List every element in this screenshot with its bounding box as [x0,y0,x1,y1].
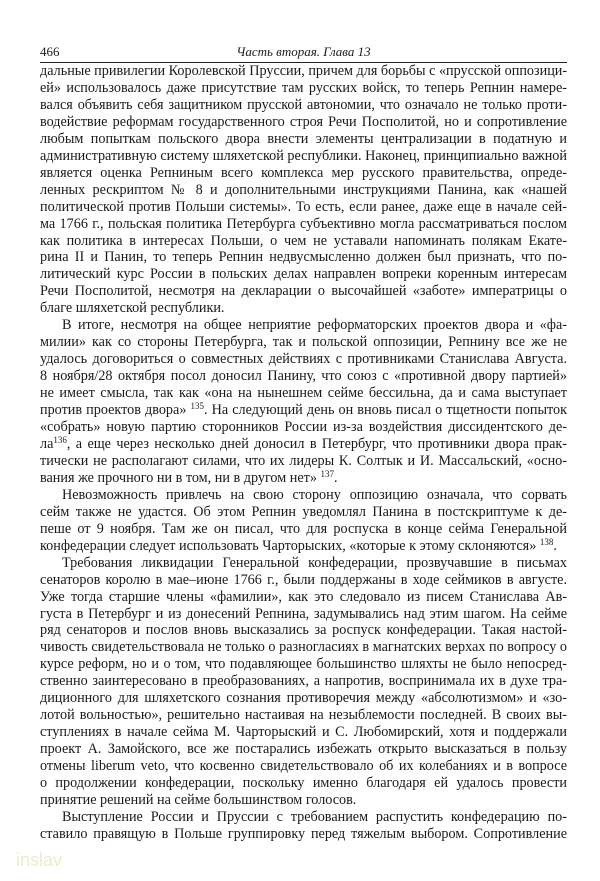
text-line [40,334,567,351]
text-segment: курсе реформ, но и о том, что подавляющее большинство шляхты не было непосред- [40,656,567,673]
text-segment: Требования ликвидации Генеральной конфедерации, прозвучавшие в письмах [62,554,567,571]
text-segment: . На следующий день он вновь писал о тщетности попыток [204,402,567,419]
text-line [40,639,567,656]
text-line [40,707,567,724]
text-line [40,114,567,131]
text-segment: . [553,537,557,554]
text-segment: Невозможность привлечь на свою сторону оппозицию означала, что сорвать [62,486,567,503]
text-line [40,572,567,589]
text-line [40,555,567,572]
text-segment: «собрать» новую партию сторонников России из-за воздействия диссидентского де- [40,419,567,436]
text-segment: ряд сенаторов и послов вновь высказались за роспуск конфедерации. Такая настой- [40,622,567,639]
text-segment: сенаторов королю в мае–июне 1766 г., были поддержаны в ходе сеймиков в августе. [40,571,567,588]
running-header [40,44,567,62]
text-line [40,758,567,775]
text-line [40,63,567,80]
text-line [40,673,567,690]
watermark: inslav [16,850,63,870]
running-title: Часть вторая. Глава 13 [236,44,371,59]
text-line [40,538,567,555]
text-line [40,148,567,165]
text-line [40,199,567,216]
text-segment: чивость свидетельствовала не только о разногласиях в магнатских верхах по вопросу о [40,639,567,656]
text-segment: , а еще через несколько дней доносил в Петербург, что противники двора прак- [66,435,567,452]
text-segment: принятие решений на сейме большинством голосов. [40,791,357,808]
text-line [40,656,567,673]
text-segment: против проектов двора» [40,402,191,419]
text-line [40,504,567,521]
text-segment: ей» использовалось даже присутствие там русских войск, то теперь Репнин намере- [40,79,567,96]
text-line [40,216,567,233]
text-line [40,317,567,334]
text-segment: ступлениях в начале сейма М. Чарторыский и С. Любомирский, хотя и поддержали [40,724,567,741]
text-segment: ла [40,435,54,452]
text-line [40,385,567,402]
text-segment: как политика в интересах Польши, о чем не уставали напоминать полякам Екате- [40,232,567,249]
text-segment: густа в Петербург и из донесений Репнина, задумывались над этим шагом. На сейме [40,605,567,622]
text-segment: не имеет смысла, так как «она на нынешнем сейме бессильна, да и сама выступает [40,385,567,402]
text-segment: ставило правящую в Польше группировку перед тяжелым выбором. Сопротивление [40,825,567,842]
text-line [40,741,567,758]
text-line [40,775,567,792]
text-segment: Уже тогда старшие члены «фамилии», как это следовало из писем Станислава Ав- [40,588,567,605]
text-line [40,233,567,250]
text-segment: милии» как со стороны Петербурга, так и польской оппозиции, Репнину все же не [40,334,567,351]
text-line [40,521,567,538]
text-segment: Выступление России и Пруссии с требованием распустить конфедерацию по- [62,808,567,825]
text-segment: ленных рескриптом № 8 и дополнительными инструкциями Панина, как «нашей [40,181,567,198]
text-segment: вался объявить себя защитником прусской автономии, что означало не только проти- [40,96,567,113]
text-line [40,97,567,114]
text-segment: удалось договориться о совместных действиях с противниками Станислава Августа. [40,351,567,368]
text-segment: водействие реформам государственного строя Речи Посполитой, но и сопротивление [40,113,567,130]
text-line [40,690,567,707]
text-line [40,182,567,199]
text-segment: литический курс России в польских делах направлен вопреки коренным интересам [40,266,567,283]
text-line [40,80,567,97]
text-line [40,470,567,487]
text-segment: вания же прочного ни в том, ни в другом нет» [40,469,321,486]
text-line [40,792,567,809]
text-line [40,165,567,182]
text-line [40,826,567,843]
footnote-ref: 135 [190,401,204,412]
text-line [40,402,567,419]
text-line [40,283,567,300]
text-line [40,266,567,283]
text-line [40,453,567,470]
text-line [40,606,567,623]
text-segment: любым попыткам польского двора внести элементы централизации в податную и [40,130,567,147]
body-text [40,63,567,843]
footnote-ref: 136 [53,434,67,445]
text-segment: Речи Посполитой, несмотря на декларации о высочайшей «заботе» императрицы о [40,283,567,300]
text-segment: о продолжении конфедерации, поскольку именно благодаря ей удалось провести [40,775,567,792]
text-segment: ма 1766 г., польская политика Петербурга субъективно могла рассматриваться послом [40,215,567,232]
text-line [40,622,567,639]
text-segment: рина II и Панин, то теперь Репнин недвусмысленно должен был признать, что по- [40,249,567,266]
text-segment: сейм также не удастся. Об этом Репнин уведомлял Панина в постскриптуме к де- [40,503,567,520]
text-line [40,809,567,826]
text-line [40,300,567,317]
text-segment: пеше от 9 ноября. Там же он писал, что для роспуска в конце сейма Генеральной [40,520,567,537]
text-segment: . [334,469,338,486]
text-segment: В итоге, несмотря на общее неприятие реформаторских проектов двора и «фа- [62,317,567,334]
footnote-ref: 137 [320,468,334,479]
text-segment: административную систему шляхетской республики. Наконец, принципиально важной [40,147,567,164]
text-line [40,589,567,606]
text-segment: ственно заинтересовано в преобразованиях, а напротив, воспринимала их в духе тра- [40,673,567,690]
text-segment: диционного для шляхетского сознания противоречия между «абсолютизмом» и «зо- [40,690,567,707]
text-segment: проект А. Замойского, все же постарались избежать открыто высказаться в пользу [40,741,567,758]
page-number: 466 [40,44,60,59]
text-line [40,249,567,266]
text-line [40,419,567,436]
text-line [40,487,567,504]
text-line [40,436,567,453]
text-segment: дальные привилегии Королевской Пруссии, причем для борьбы с «прусской оппозици- [40,63,568,79]
text-segment: конфедерации следует использовать Чарторыских, «которые к этому склоняются» [40,537,540,554]
text-line [40,724,567,741]
text-segment: политической против Польши системы». То есть, если ранее, даже еще в начале сей- [40,198,567,215]
text-line [40,351,567,368]
text-line [40,131,567,148]
text-segment: является оценка Репниным всего комплекса мер русского правительства, опреде- [40,164,567,181]
text-segment: благе шляхетской республики. [40,300,225,317]
text-segment: 8 ноября/28 октября посол доносил Панину, что союз с «противной двору партией» [40,368,567,385]
text-segment: тически не располагают силами, что их лидеры К. Солтык и И. Массальский, «осно- [40,452,567,469]
text-segment: лотой вольностью», решительно настаивая на незыблемости последней. В своих вы- [40,707,567,724]
footnote-ref: 138 [539,536,554,547]
text-segment: отмены liberum veto, что косвенно свидетельствовало об их колебаниях и в вопросе [40,758,567,775]
text-line [40,368,567,385]
